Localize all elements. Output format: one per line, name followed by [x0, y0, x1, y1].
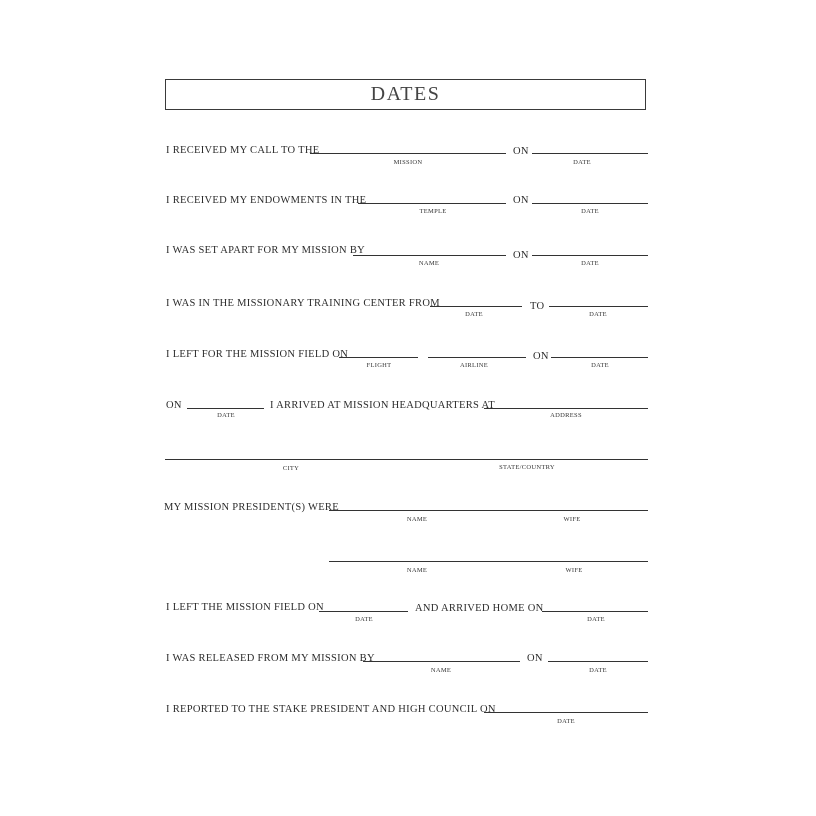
arrived-home-date-label: DATE — [587, 616, 605, 623]
flight-line[interactable] — [339, 357, 418, 358]
reported-date-line[interactable] — [484, 712, 648, 713]
arrived-date-label: DATE — [217, 412, 235, 419]
released-text: I WAS RELEASED FROM MY MISSION BY — [166, 653, 375, 664]
endowments-date-label: DATE — [581, 208, 599, 215]
set-apart-date-line[interactable] — [532, 255, 648, 256]
arrived-home-text: AND ARRIVED HOME ON — [415, 603, 544, 614]
airline-line[interactable] — [428, 357, 526, 358]
arrived-home-date-line[interactable] — [542, 611, 648, 612]
reported-text: I REPORTED TO THE STAKE PRESIDENT AND HIGH COUNCIL ON — [166, 704, 496, 715]
president-2-name-label: NAME — [406, 567, 428, 574]
arrived-date-line[interactable] — [187, 408, 264, 409]
mtc-to-text: TO — [530, 301, 545, 312]
endowments-date-line[interactable] — [532, 203, 648, 204]
set-apart-text: I WAS SET APART FOR MY MISSION BY — [166, 245, 366, 256]
reported-date-label: DATE — [557, 718, 575, 725]
city-label: CITY — [282, 465, 300, 472]
flight-label: FLIGHT — [366, 362, 392, 369]
set-apart-on-text: ON — [513, 250, 529, 261]
set-apart-name-label: NAME — [418, 260, 440, 267]
address-line[interactable] — [484, 408, 648, 409]
released-name-label: NAME — [430, 667, 452, 674]
presidents-text: MY MISSION PRESIDENT(S) WERE — [164, 502, 339, 513]
president-1-name-label: NAME — [406, 516, 428, 523]
left-field-text: I LEFT FOR THE MISSION FIELD ON — [166, 349, 349, 360]
mission-label: MISSION — [393, 159, 423, 166]
state-country-label: STATE/COUNTRY — [499, 464, 555, 471]
endowments-text: I RECEIVED MY ENDOWMENTS IN THE — [166, 195, 367, 206]
temple-label: TEMPLE — [419, 208, 447, 215]
mission-field-line[interactable] — [310, 153, 506, 154]
released-name-line[interactable] — [363, 661, 520, 662]
arrived-hq-text: I ARRIVED AT MISSION HEADQUARTERS AT — [270, 400, 495, 411]
call-date-label: DATE — [573, 159, 591, 166]
president-1-line[interactable] — [329, 510, 648, 511]
mtc-to-date-line[interactable] — [549, 306, 648, 307]
mtc-from-date-label: DATE — [465, 311, 483, 318]
mtc-from-date-line[interactable] — [430, 306, 522, 307]
arrived-on-text: ON — [166, 400, 182, 411]
president-1-wife-label: WIFE — [563, 516, 581, 523]
released-date-label: DATE — [589, 667, 607, 674]
president-2-line[interactable] — [329, 561, 648, 562]
left-field-on-text: ON — [533, 351, 549, 362]
page-title: DATES — [370, 83, 441, 105]
page-title-box — [165, 79, 646, 110]
left-field-date-label: DATE — [591, 362, 609, 369]
call-on-text: ON — [513, 146, 529, 157]
left-field-date-line[interactable] — [551, 357, 648, 358]
call-date-line[interactable] — [532, 153, 648, 154]
released-date-line[interactable] — [548, 661, 648, 662]
left-mission-text: I LEFT THE MISSION FIELD ON — [166, 602, 324, 613]
airline-label: AIRLINE — [459, 362, 489, 369]
endowments-on-text: ON — [513, 195, 529, 206]
address-label: ADDRESS — [550, 412, 582, 419]
set-apart-date-label: DATE — [581, 260, 599, 267]
mtc-text: I WAS IN THE MISSIONARY TRAINING CENTER FROM — [166, 298, 440, 309]
left-mission-date-line[interactable] — [319, 611, 408, 612]
president-2-wife-label: WIFE — [565, 567, 583, 574]
city-state-line[interactable] — [165, 459, 648, 460]
set-apart-name-line[interactable] — [353, 255, 506, 256]
call-text: I RECEIVED MY CALL TO THE — [166, 145, 320, 156]
mtc-to-date-label: DATE — [589, 311, 607, 318]
temple-field-line[interactable] — [358, 203, 506, 204]
left-mission-date-label: DATE — [355, 616, 373, 623]
released-on-text: ON — [527, 653, 543, 664]
